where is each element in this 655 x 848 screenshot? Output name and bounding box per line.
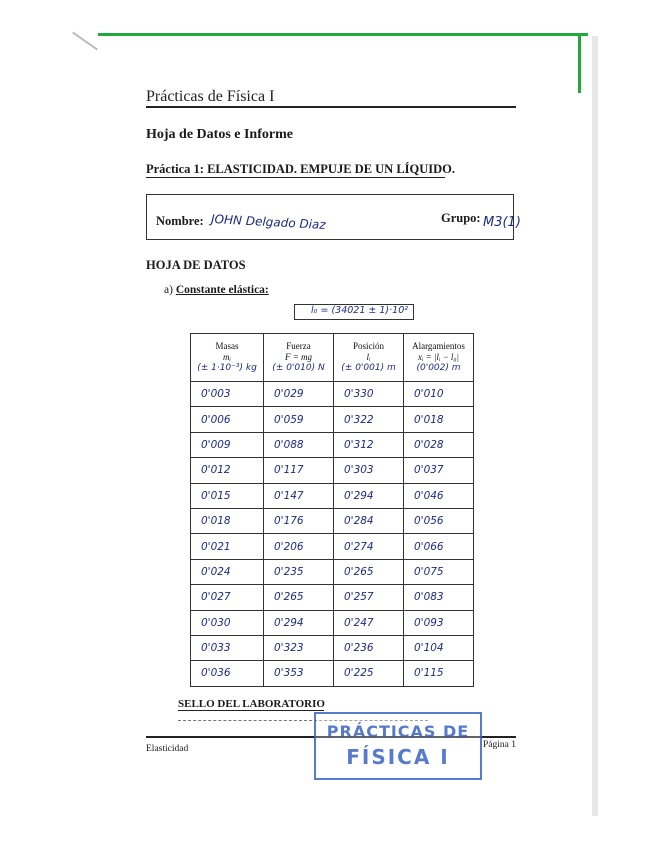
table-body bbox=[191, 382, 474, 687]
running-title: Prácticas de Física I bbox=[146, 88, 275, 105]
table-cell: 0'066 bbox=[404, 534, 474, 559]
stamp-line-1: PRÁCTICAS DE bbox=[326, 722, 470, 741]
table-cell: 0'312 bbox=[334, 432, 404, 457]
table-cell: 0'323 bbox=[264, 635, 334, 660]
table-cell: 0'046 bbox=[404, 483, 474, 508]
header-fuerza bbox=[264, 334, 334, 382]
l0-value: l₀ = (34021 ± 1)·10² bbox=[311, 305, 409, 316]
table-row bbox=[191, 661, 474, 686]
table-cell: 0'030 bbox=[191, 610, 264, 635]
table-cell: 0'015 bbox=[191, 483, 264, 508]
sub-item-letter: a) bbox=[164, 284, 173, 296]
table-cell: 0'028 bbox=[404, 432, 474, 457]
table-cell: 0'093 bbox=[404, 610, 474, 635]
table-cell: 0'075 bbox=[404, 559, 474, 584]
table-cell: 0'024 bbox=[191, 559, 264, 584]
scan-shadow bbox=[592, 36, 598, 816]
header-uncertainty: (0'002) m bbox=[416, 363, 461, 374]
table-cell: 0'088 bbox=[264, 432, 334, 457]
table-cell: 0'027 bbox=[191, 585, 264, 610]
name-label: Nombre: bbox=[156, 214, 204, 228]
group-value: M3(1) bbox=[483, 215, 521, 230]
sheet-title: Hoja de Datos e Informe bbox=[146, 127, 293, 142]
laboratory-stamp bbox=[314, 712, 482, 780]
practica-underline bbox=[146, 177, 445, 178]
scan-mark bbox=[72, 32, 98, 51]
practica-title: Práctica 1: ELASTICIDAD. EMPUJE DE UN LÍQUIDO. bbox=[146, 162, 456, 176]
table-cell: 0'247 bbox=[334, 610, 404, 635]
table-cell: 0'225 bbox=[334, 661, 404, 686]
page-number: Página 1 bbox=[483, 740, 516, 750]
table-row bbox=[191, 382, 474, 407]
table-cell: 0'009 bbox=[191, 432, 264, 457]
table-cell: 0'206 bbox=[264, 534, 334, 559]
scan-green-edge bbox=[98, 33, 588, 36]
table-row bbox=[191, 458, 474, 483]
table-row bbox=[191, 483, 474, 508]
table-cell: 0'274 bbox=[334, 534, 404, 559]
table-row bbox=[191, 559, 474, 584]
table-row bbox=[191, 432, 474, 457]
table-cell: 0'056 bbox=[404, 508, 474, 533]
table-cell: 0'037 bbox=[404, 458, 474, 483]
header-uncertainty: (± 0'010) N bbox=[272, 363, 325, 374]
table-cell: 0'012 bbox=[191, 458, 264, 483]
table-cell: 0'018 bbox=[404, 407, 474, 432]
table-cell: 0'265 bbox=[334, 559, 404, 584]
table-row bbox=[191, 508, 474, 533]
table-cell: 0'330 bbox=[334, 382, 404, 407]
table-row bbox=[191, 585, 474, 610]
table-cell: 0'029 bbox=[264, 382, 334, 407]
table-row bbox=[191, 407, 474, 432]
table-cell: 0'036 bbox=[191, 661, 264, 686]
l0-box bbox=[294, 304, 414, 320]
header-name: Masas bbox=[215, 340, 239, 351]
table-cell: 0'265 bbox=[264, 585, 334, 610]
table-row bbox=[191, 534, 474, 559]
table-header-row bbox=[191, 334, 474, 382]
table-cell: 0'104 bbox=[404, 635, 474, 660]
table-cell: 0'236 bbox=[334, 635, 404, 660]
header-name: Alargamientos bbox=[412, 340, 465, 351]
table-cell: 0'257 bbox=[334, 585, 404, 610]
header-formula: F = mg bbox=[284, 351, 313, 362]
table-cell: 0'147 bbox=[264, 483, 334, 508]
sub-item bbox=[164, 284, 269, 296]
table-cell: 0'021 bbox=[191, 534, 264, 559]
table-cell: 0'294 bbox=[264, 610, 334, 635]
header-formula: mᵢ bbox=[223, 351, 231, 362]
table-cell: 0'003 bbox=[191, 382, 264, 407]
header-masas bbox=[191, 334, 264, 382]
table-cell: 0'010 bbox=[404, 382, 474, 407]
footer-left: Elasticidad bbox=[146, 744, 189, 754]
header-posicion bbox=[334, 334, 404, 382]
table-cell: 0'059 bbox=[264, 407, 334, 432]
table-cell: 0'294 bbox=[334, 483, 404, 508]
sello-label: SELLO DEL LABORATORIO bbox=[178, 698, 325, 710]
header-formula: lᵢ bbox=[366, 351, 371, 362]
header-uncertainty: (± 1·10⁻³) kg bbox=[197, 363, 257, 374]
table-cell: 0'018 bbox=[191, 508, 264, 533]
scan-green-side bbox=[578, 33, 581, 93]
table-row bbox=[191, 635, 474, 660]
header-uncertainty: (± 0'001) m bbox=[341, 363, 396, 374]
name-box bbox=[146, 194, 521, 240]
table-cell: 0'322 bbox=[334, 407, 404, 432]
name-value: JOHN Delgado Diaz bbox=[210, 212, 327, 232]
data-table bbox=[190, 333, 474, 687]
table-cell: 0'006 bbox=[191, 407, 264, 432]
header-rule bbox=[146, 106, 516, 108]
table-cell: 0'033 bbox=[191, 635, 264, 660]
table-cell: 0'115 bbox=[404, 661, 474, 686]
header-name: Posición bbox=[352, 340, 384, 351]
section-title: HOJA DE DATOS bbox=[146, 258, 246, 272]
sub-item-title: Constante elástica: bbox=[175, 284, 269, 296]
sello-underline bbox=[178, 710, 324, 711]
header-name: Fuerza bbox=[286, 340, 311, 351]
table-row bbox=[191, 610, 474, 635]
table-cell: 0'284 bbox=[334, 508, 404, 533]
header-formula: xᵢ = |lᵢ − l₀| bbox=[417, 351, 460, 362]
table-cell: 0'303 bbox=[334, 458, 404, 483]
table-cell: 0'176 bbox=[264, 508, 334, 533]
group-label: Grupo: bbox=[441, 211, 481, 225]
header-alargamientos bbox=[404, 334, 474, 382]
table-cell: 0'083 bbox=[404, 585, 474, 610]
stamp-line-2: FÍSICA I bbox=[346, 745, 450, 769]
table-cell: 0'117 bbox=[264, 458, 334, 483]
table-cell: 0'353 bbox=[264, 661, 334, 686]
table-cell: 0'235 bbox=[264, 559, 334, 584]
